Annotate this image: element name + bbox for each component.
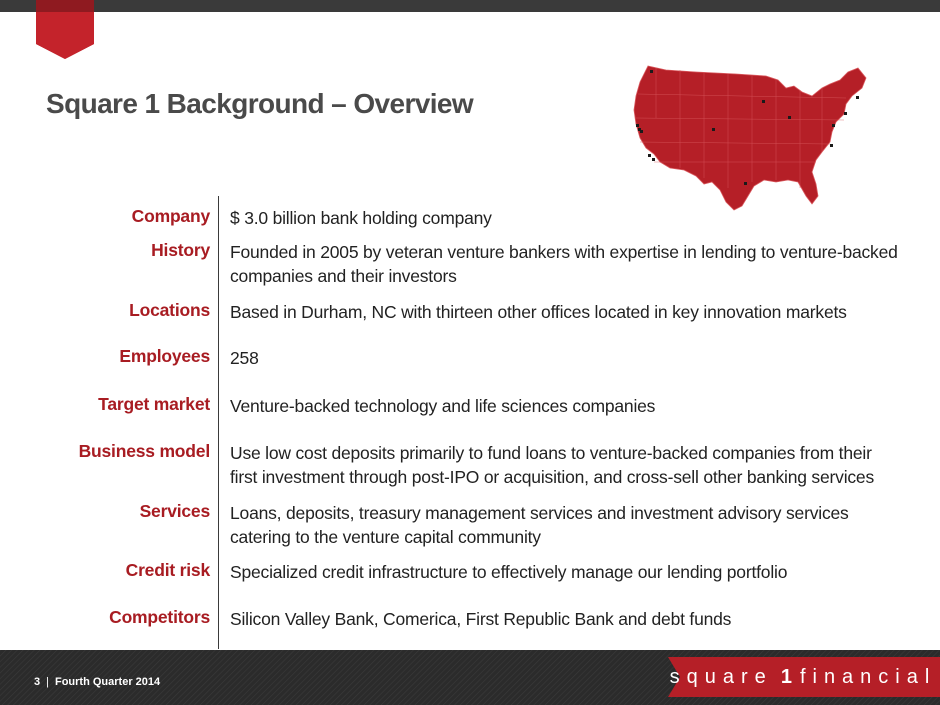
- row-label: Competitors: [109, 607, 210, 627]
- footer-period: Fourth Quarter 2014: [54, 676, 161, 688]
- us-map-graphic: [626, 58, 874, 214]
- row-label: Credit risk: [125, 560, 210, 580]
- column-divider: [218, 196, 219, 649]
- company-logo: square 1 financial: [669, 665, 937, 688]
- footer-page-info: [34, 676, 160, 688]
- row-value: 258: [230, 348, 259, 368]
- row-value: Based in Durham, NC with thirteen other offices located in key innovation markets: [230, 302, 847, 322]
- row-label: Employees: [119, 346, 210, 366]
- row-value: $ 3.0 billion bank holding company: [230, 208, 492, 228]
- row-label: Locations: [129, 300, 210, 320]
- row-value: Founded in 2005 by veteran venture bankers with expertise in lending to venture-backed companies and their investors: [230, 242, 898, 286]
- page-title: Square 1 Background – Overview: [46, 88, 474, 119]
- row-value: Specialized credit infrastructure to effectively manage our lending portfolio: [230, 562, 788, 582]
- row-value: Venture-backed technology and life sciences companies: [230, 396, 656, 416]
- row-label: Company: [131, 206, 210, 226]
- row-label: Target market: [98, 394, 210, 414]
- row-label: Business model: [78, 441, 210, 461]
- footer-separator: |: [46, 676, 49, 688]
- row-label: History: [151, 240, 210, 260]
- row-label: Services: [139, 501, 210, 521]
- row-value: Use low cost deposits primarily to fund loans to venture-backed companies from their first investment through post-IPO or acquisition, and cross-sell other banking services: [230, 443, 875, 487]
- row-value: Silicon Valley Bank, Comerica, First Republic Bank and debt funds: [230, 609, 732, 629]
- page-number: 3: [34, 676, 41, 688]
- row-value: Loans, deposits, treasury management services and investment advisory services catering to the venture capital community: [230, 503, 849, 547]
